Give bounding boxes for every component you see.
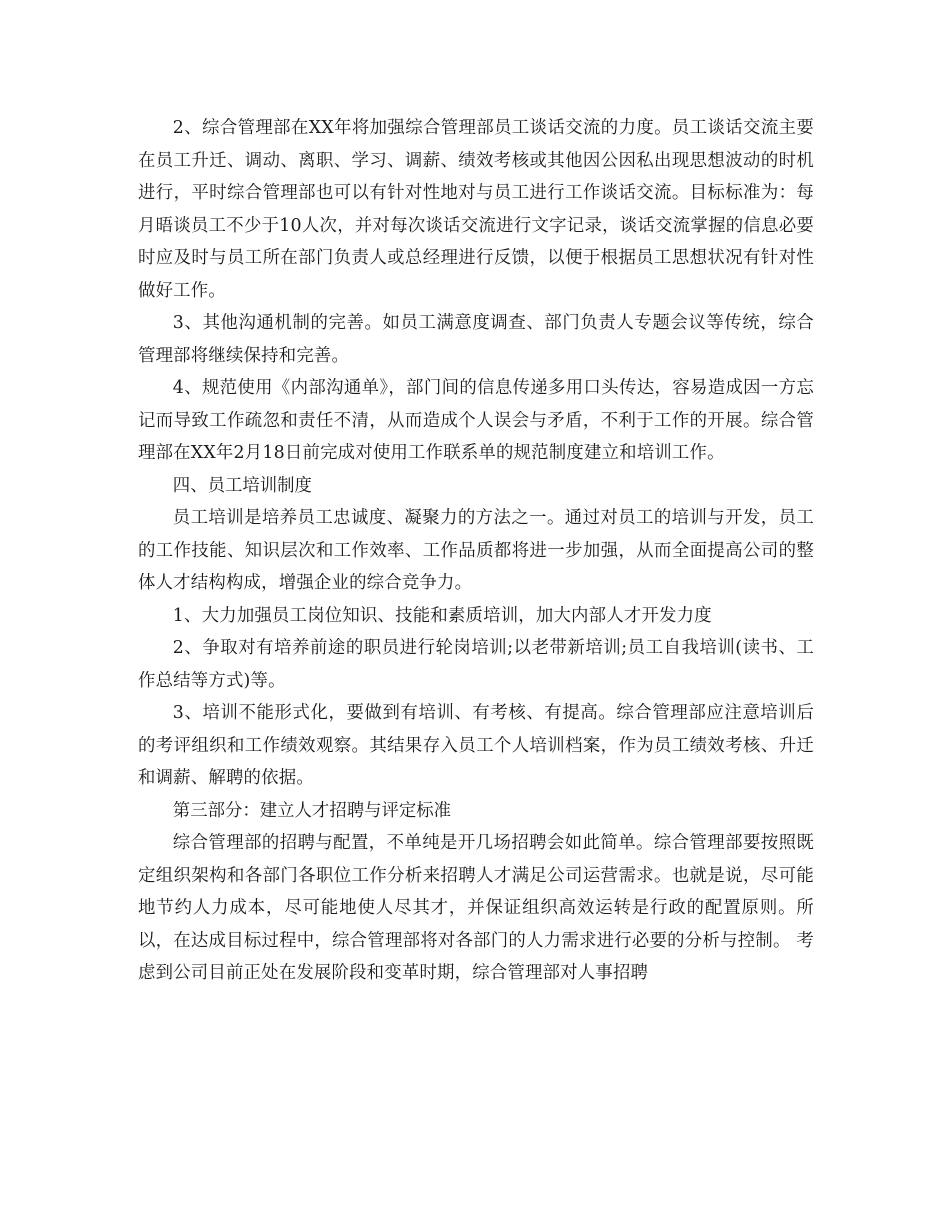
- paragraph-training-intro: 员工培训是培养员工忠诚度、凝聚力的方法之一。通过对员工的培训与开发，员工的工作技能、知识层次和工作效率、工作品质都将进一步加强，从而全面提高公司的整体人才结构构成，增强企业的综合竞争力。: [138, 508, 814, 593]
- paragraph-training-item-3: 3、培训不能形式化，要做到有培训、有考核、有提高。综合管理部应注意培训后的考评组织和工作绩效观察。其结果存入员工个人培训档案，作为员工绩效考核、升迁和调薪、解聘的依据。: [138, 703, 814, 788]
- paragraph-internal-communication: 4、规范使用《内部沟通单》，部门间的信息传递多用口头传达，容易造成因一方忘记而导致工作疏忽和责任不清，从而造成个人误会与矛盾，不利于工作的开展。综合管理部在XX年2月18日前完成对使用工作联系单的规范制度建立和培训工作。: [138, 378, 814, 463]
- section-heading-recruitment: 第三部分：建立人才招聘与评定标准: [172, 800, 452, 821]
- paragraph-training-item-1: 1、大力加强员工岗位知识、技能和素质培训，加大内部人才开发力度: [172, 605, 712, 626]
- document-body: [138, 112, 814, 990]
- paragraph-other-mechanisms: 3、其他沟通机制的完善。如员工满意度调查、部门负责人专题会议等传统，综合管理部将继续保持和完善。: [138, 313, 814, 366]
- paragraph-recruitment-intro: 综合管理部的招聘与配置，不单纯是开几场招聘会如此简单。综合管理部要按照既定组织架构和各部门各职位工作分析来招聘人才满足公司运营需求。也就是说，尽可能地节约人力成本，尽可能地使人尽其才，并保证组织高效运转是行政的配置原则。所以，在达成目标过程中，综合管理部将对各部门的人力需求进行必要的分析与控制。 考虑到公司目前正处在发展阶段和变革时期，综合管理部对人事招聘: [138, 833, 814, 983]
- paragraph-training-item-2: 2、争取对有培养前途的职员进行轮岗培训;以老带新培训;员工自我培训(读书、工作总结等方式)等。: [138, 638, 814, 691]
- paragraph-talk-exchange: 2、综合管理部在XX年将加强综合管理部员工谈话交流的力度。员工谈话交流主要在员工升迁、调动、离职、学习、调薪、绩效考核或其他因公因私出现思想波动的时机进行，平时综合管理部也可以有针对性地对与员工进行工作谈话交流。目标标准为：每月晤谈员工不少于10人次，并对每次谈话交流进行文字记录，谈话交流掌握的信息必要时应及时与员工所在部门负责人或总经理进行反馈，以便于根据员工思想状况有针对性做好工作。: [138, 118, 814, 301]
- section-heading-training: 四、员工培训制度: [172, 475, 312, 496]
